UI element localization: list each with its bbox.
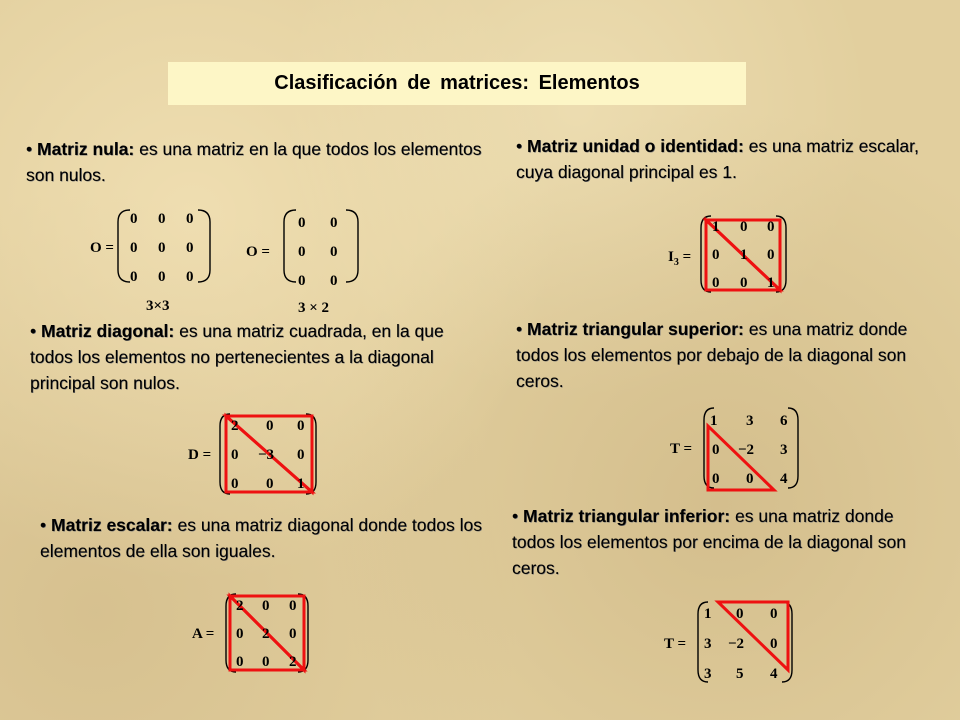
matrix-cell: −2 — [728, 636, 745, 652]
matrix-cell: 0 — [289, 626, 297, 642]
left-bracket — [284, 210, 296, 282]
bullet: • — [40, 515, 47, 535]
matrix-cell: 2 — [262, 626, 270, 642]
nula-dim-1: 3×3 — [146, 298, 170, 314]
nula-dim-2: 3 × 2 — [298, 300, 330, 316]
right-bracket — [198, 210, 210, 282]
matrix-cell: 2 — [289, 654, 297, 670]
matrix-cell: 3 — [704, 666, 712, 682]
matrix-cell: 3 — [704, 636, 712, 652]
nula-desc: es una matriz en la que todos los elementos son nulos. — [26, 139, 482, 185]
page-title — [168, 62, 746, 105]
matrix-cell: 3 — [780, 442, 788, 458]
matrix-cell: 1 — [710, 413, 718, 429]
matrix-cell: 0 — [740, 275, 748, 291]
matrix-cell: 0 — [712, 442, 720, 458]
escalar-desc: es una matriz diagonal donde todos los elementos de ella son iguales. — [40, 515, 482, 561]
matrix-label: O = — [90, 240, 114, 256]
matrix-cell: 1 — [712, 219, 720, 235]
matrix-cell: 0 — [298, 215, 306, 231]
matrix-cell: 1 — [297, 476, 305, 492]
matrix-cell: 0 — [186, 269, 194, 285]
identidad-desc: es una matriz escalar, cuya diagonal principal es 1. — [516, 136, 919, 182]
identidad-term: Matriz unidad o identidad: — [527, 136, 744, 156]
triang-sup-desc: es una matriz donde todos los elementos por debajo de la diagonal son ceros. — [516, 319, 908, 391]
matrix-label: T = — [664, 636, 687, 652]
triang-sup-term: Matriz triangular superior: — [527, 319, 744, 339]
matrix-cell: 0 — [330, 215, 338, 231]
matrix-cell: 0 — [770, 636, 778, 652]
triang-inf-paragraph — [512, 503, 936, 581]
matrix-cell: 0 — [746, 471, 754, 487]
diagonal-matrix — [186, 410, 326, 500]
matrix-cell: 2 — [236, 598, 244, 614]
matrix-cell: 0 — [262, 598, 270, 614]
matrix-cell: −3 — [258, 447, 275, 463]
matrix-cell: 3 — [746, 413, 754, 429]
matrix-cell: 0 — [712, 247, 720, 263]
triang-inf-desc: es una matriz donde todos los elementos por encima de la diagonal son ceros. — [512, 506, 906, 578]
escalar-term: Matriz escalar: — [51, 515, 173, 535]
nula-paragraph — [26, 136, 486, 188]
matrix-label: T = — [670, 441, 693, 457]
bullet: • — [516, 319, 523, 339]
triang-sup-matrix — [670, 404, 810, 494]
matrix-cell: 0 — [236, 626, 244, 642]
diagonal-term: Matriz diagonal: — [41, 321, 175, 341]
matrix-cell: 0 — [130, 269, 138, 285]
matrix-cell: 0 — [158, 211, 166, 227]
matrix-cell: 0 — [767, 219, 775, 235]
matrix-cell: 0 — [236, 654, 244, 670]
nula-term: Matriz nula: — [37, 139, 135, 159]
matrix-cell: 0 — [289, 598, 297, 614]
page-title-text: Clasificación de matrices: Elementos — [274, 72, 640, 94]
matrix-cell: 0 — [740, 219, 748, 235]
matrix-cell: −2 — [738, 442, 755, 458]
matrix-cell: 1 — [740, 247, 748, 263]
matrix-cell: 0 — [186, 240, 194, 256]
right-bracket — [788, 408, 798, 488]
escalar-matrix — [192, 590, 322, 680]
matrix-cell: 0 — [130, 211, 138, 227]
matrix-cell: 0 — [330, 273, 338, 289]
matrix-cell: 6 — [780, 413, 788, 429]
matrix-cell: 0 — [158, 240, 166, 256]
matrix-cell: 0 — [231, 447, 239, 463]
nula-matrix-3x3 — [88, 204, 218, 294]
right-bracket — [346, 210, 358, 282]
escalar-paragraph — [40, 512, 500, 564]
matrix-cell: 0 — [266, 476, 274, 492]
matrix-label: O = — [246, 244, 270, 260]
left-bracket — [118, 210, 130, 282]
identidad-paragraph — [516, 133, 936, 185]
matrix-label: $I_3$ = — [668, 249, 692, 268]
matrix-label: A = — [192, 626, 215, 642]
matrix-cell: 0 — [330, 244, 338, 260]
matrix-cell: 0 — [231, 476, 239, 492]
matrix-cell: 0 — [266, 418, 274, 434]
matrix-label: D = — [188, 447, 212, 463]
matrix-cell: 0 — [298, 244, 306, 260]
bullet: • — [26, 139, 33, 159]
matrix-cell: 4 — [770, 666, 778, 682]
matrix-cell: 4 — [780, 471, 788, 487]
matrix-cell: 0 — [262, 654, 270, 670]
bullet: • — [516, 136, 523, 156]
identidad-matrix — [666, 212, 796, 296]
diagonal-paragraph — [30, 318, 490, 396]
matrix-cell: 0 — [186, 211, 194, 227]
matrix-cell: 0 — [770, 606, 778, 622]
matrix-cell: 0 — [736, 606, 744, 622]
matrix-cell: 2 — [231, 418, 239, 434]
bullet: • — [30, 321, 37, 341]
triang-inf-term: Matriz triangular inferior: — [523, 506, 731, 526]
matrix-cell: 0 — [297, 447, 305, 463]
matrix-cell: 0 — [297, 418, 305, 434]
matrix-cell: 0 — [712, 471, 720, 487]
nula-matrix-3x2 — [246, 204, 366, 294]
matrix-cell: 5 — [736, 666, 744, 682]
matrix-cell: 0 — [712, 275, 720, 291]
matrix-cell: 1 — [704, 606, 712, 622]
matrix-cell: 0 — [158, 269, 166, 285]
bullet: • — [512, 506, 519, 526]
matrix-cell: 0 — [767, 247, 775, 263]
triang-sup-paragraph — [516, 316, 936, 394]
matrix-cell: 0 — [298, 273, 306, 289]
triang-inf-matrix — [664, 598, 804, 688]
matrix-cell: 1 — [767, 275, 775, 291]
matrix-cell: 0 — [130, 240, 138, 256]
diagonal-desc: es una matriz cuadrada, en la que todos los elementos no pertenecientes a la diagonal principal son nulos. — [30, 321, 444, 393]
